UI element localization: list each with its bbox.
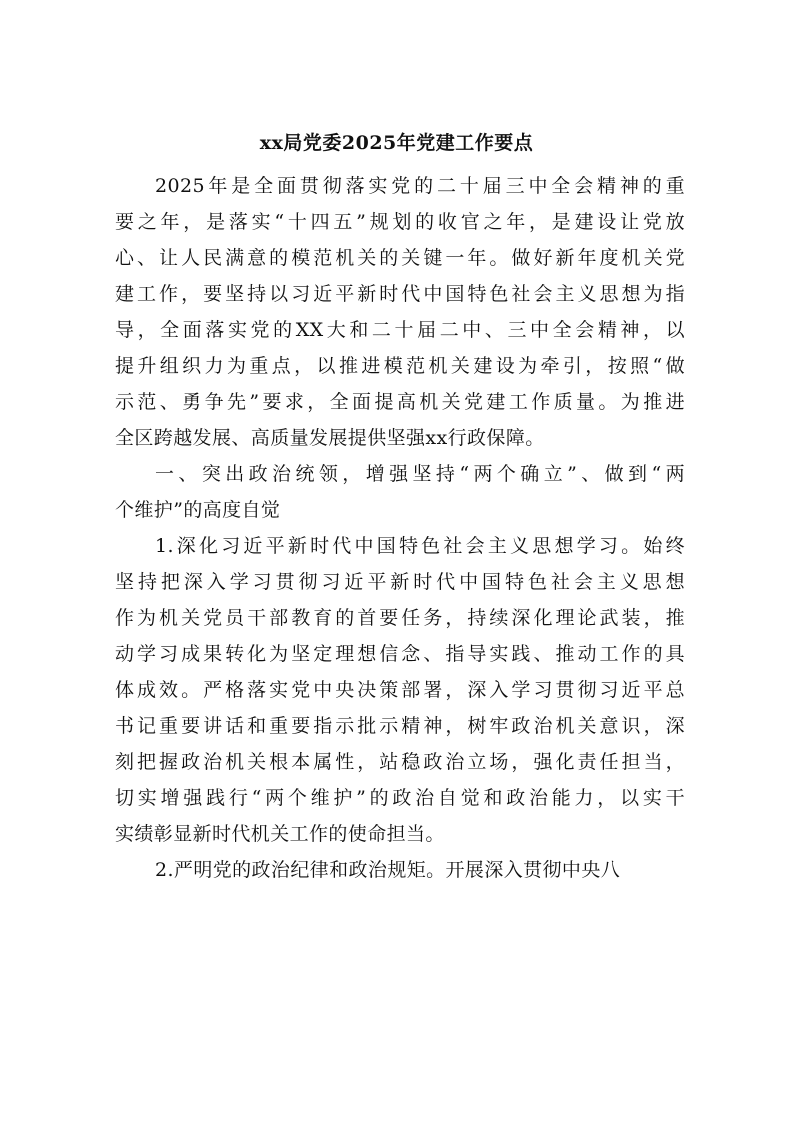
section-heading-line: 一、突出政治统领，增强坚持“两个确立”、做到“两 (155, 463, 685, 485)
document-title: xx局党委2025年党建工作要点 (259, 132, 534, 154)
paragraph-line: 切实增强践行“两个维护”的政治自觉和政治能力，以实干 (115, 787, 685, 809)
paragraph-line: 实绩彰显新时代机关工作的使命担当。 (115, 823, 445, 845)
section-heading-line: 个维护”的高度自觉 (115, 499, 281, 521)
paragraph-line: 书记重要讲话和重要指示批示精神，树牢政治机关意识，深 (115, 715, 685, 737)
document-body (115, 168, 685, 888)
paragraph-line: 体成效。严格落实党中央决策部署，深入学习贯彻习近平总 (115, 679, 685, 701)
paragraph-line: 坚持把深入学习贯彻习近平新时代中国特色社会主义思想 (115, 571, 685, 593)
paragraph-line: 要之年，是落实“十四五”规划的收官之年，是建设让党放 (115, 211, 685, 233)
paragraph-line: 提升组织力为重点，以推进模范机关建设为牵引，按照“做 (115, 355, 685, 377)
paragraph-line: 2025年是全面贯彻落实党的二十届三中全会精神的重 (155, 175, 685, 197)
paragraph-line: 1.深化习近平新时代中国特色社会主义思想学习。始终 (155, 535, 685, 557)
paragraph-line: 心、让人民满意的模范机关的关键一年。做好新年度机关党 (115, 247, 685, 269)
paragraph-line: 动学习成果转化为坚定理想信念、指导实践、推动工作的具 (115, 643, 685, 665)
paragraph-line: 刻把握政治机关根本属性，站稳政治立场，强化责任担当， (115, 751, 685, 773)
paragraph-line: 作为机关党员干部教育的首要任务，持续深化理论武装，推 (115, 607, 685, 629)
paragraph-line: 全区跨越发展、高质量发展提供坚强xx行政保障。 (115, 427, 545, 449)
paragraph-line: 示范、勇争先”要求，全面提高机关党建工作质量。为推进 (115, 391, 685, 413)
paragraph-line: 导，全面落实党的XX大和二十届二中、三中全会精神，以 (115, 319, 685, 341)
paragraph-line: 建工作，要坚持以习近平新时代中国特色社会主义思想为指 (115, 283, 685, 305)
paragraph-line: 2.严明党的政治纪律和政治规矩。开展深入贯彻中央八 (155, 859, 621, 881)
